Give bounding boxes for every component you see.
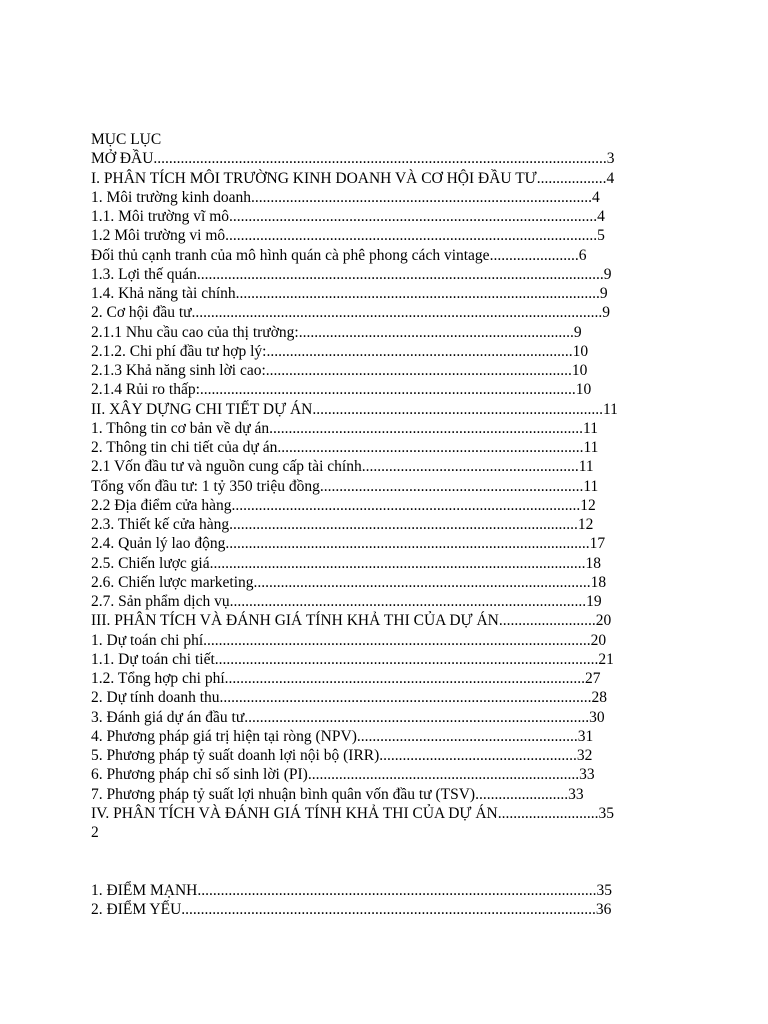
toc-line: 2.1.3 Khả năng sinh lời cao:...............................................................................10	[91, 362, 588, 379]
toc-line: 2.3. Thiết kế cửa hàng..........................................................................................12	[91, 516, 594, 533]
toc-line: 1. Môi trường kinh doanh........................................................................................4	[91, 188, 600, 206]
toc-line: III. PHÂN TÍCH VÀ ĐÁNH GIÁ TÍNH KHẢ THI CỦA DỰ ÁN.........................20	[91, 612, 612, 630]
toc-line: IV. PHÂN TÍCH VÀ ĐÁNH GIÁ TÍNH KHẢ THI CỦA DỰ ÁN..........................35	[91, 804, 614, 822]
toc-line: 1.3. Lợi thế quán.........................................................................................................9	[91, 265, 612, 283]
toc-line: 1.4. Khả năng tài chính..............................................................................................9	[91, 285, 608, 302]
toc-line: 7. Phương pháp tỷ suất lợi nhuận bình quân vốn đầu tư (TSV)........................33	[91, 785, 584, 803]
toc-line: 2.6. Chiến lược marketing.......................................................................................18	[91, 573, 607, 591]
toc-line: 1.2 Môi trường vi mô................................................................................................5	[91, 227, 605, 245]
toc-line: 2. Dự tính doanh thu................................................................................................28	[91, 689, 608, 707]
toc-line: 1.2. Tổng hợp chi phí.............................................................................................27	[91, 670, 601, 687]
table-of-contents	[91, 130, 711, 919]
toc-line: Đối thủ cạnh tranh của mô hình quán cà phê phong cách vintage.......................6	[91, 246, 587, 264]
toc-line: 2. ĐIỂM YẾU...........................................................................................................36	[91, 901, 612, 918]
toc-line: 1. Thông tin cơ bản về dự án.................................................................................11	[91, 419, 598, 437]
toc-line: 2.1.2. Chi phí đầu tư hợp lý:...............................................................................10	[91, 342, 589, 360]
toc-line: 1. Dự toán chi phí....................................................................................................20	[91, 631, 607, 649]
toc-line: 2. Thông tin chi tiết của dự án...............................................................................11	[91, 439, 599, 456]
toc-line: 2.2 Địa điểm cửa hàng..........................................................................................12	[91, 496, 596, 514]
toc-line: 2.1.1 Nhu cầu cao của thị trường:.......................................................................9	[91, 323, 582, 341]
toc-line: 2.7. Sản phẩm dịch vụ............................................................................................19	[91, 593, 602, 610]
toc-line: 2.1 Vốn đầu tư và nguồn cung cấp tài chính........................................................11	[91, 458, 594, 476]
toc-line: 2.1.4 Rủi ro thấp:.................................................................................................10	[91, 381, 592, 399]
toc-line: 2. Cơ hội đầu tư..........................................................................................................9	[91, 304, 611, 322]
toc-line: I. PHÂN TÍCH MÔI TRƯỜNG KINH DOANH VÀ CƠ HỘI ĐẦU TƯ..................4	[91, 169, 615, 187]
toc-title: MỤC LỤC	[91, 131, 162, 148]
toc-line: 5. Phương pháp tỷ suất doanh lợi nội bộ (IRR)...................................................32	[91, 747, 593, 764]
toc-line: II. XÂY DỰNG CHI TIẾT DỰ ÁN...........................................................................11	[91, 400, 618, 418]
toc-line: 1.1. Dự toán chi tiết...................................................................................................21	[91, 650, 614, 668]
toc-line: 3. Đánh giá dự án đầu tư.........................................................................................30	[91, 708, 605, 726]
toc-line: 2	[91, 824, 99, 841]
toc-line: 1. ĐIỂM MẠNH.......................................................................................................35	[91, 881, 612, 899]
toc-line: Tổng vốn đầu tư: 1 tỷ 350 triệu đồng....................................................................11	[91, 477, 599, 495]
toc-line: 2.5. Chiến lược giá.................................................................................................18	[91, 554, 601, 572]
toc-line: 1.1. Môi trường vĩ mô...............................................................................................4	[91, 208, 605, 225]
toc-entries	[91, 149, 711, 842]
toc-line: 6. Phương pháp chỉ số sinh lời (PI)......................................................................33	[91, 766, 595, 784]
toc-tail-entries	[91, 881, 711, 920]
toc-line: 4. Phương pháp giá trị hiện tại ròng (NPV).........................................................31	[91, 727, 594, 745]
blank-gap	[91, 842, 711, 881]
toc-line: 2.4. Quản lý lao động..............................................................................................17	[91, 535, 606, 553]
toc-line: MỞ ĐẦU.....................................................................................................................3	[91, 150, 615, 168]
